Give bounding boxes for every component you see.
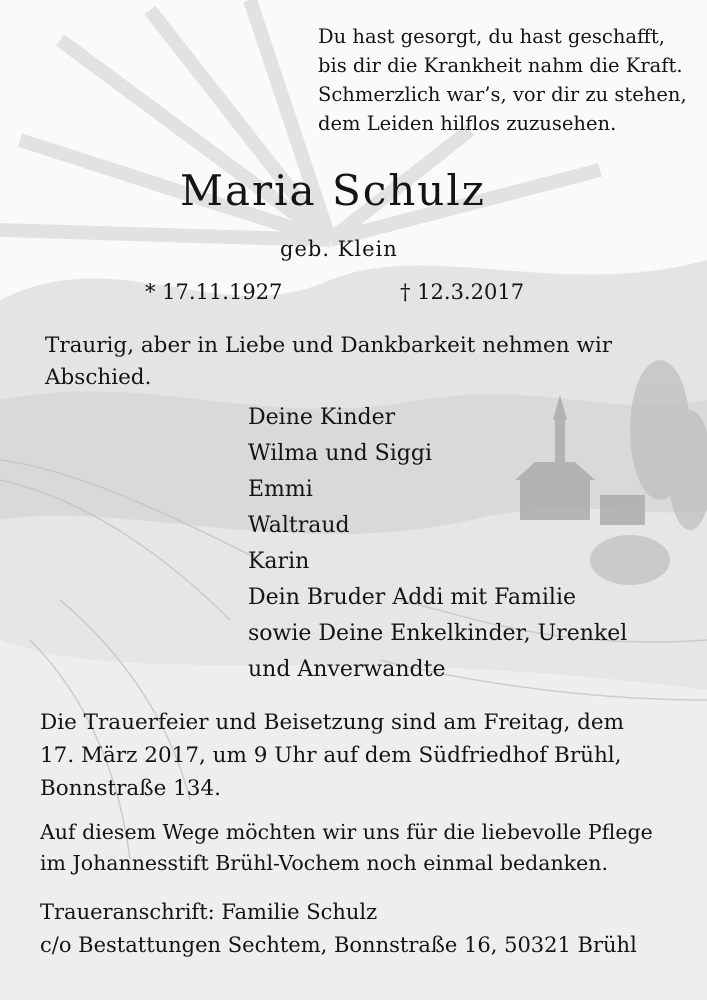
mourner-line: Dein Bruder Addi mit Familie xyxy=(248,585,577,610)
mourner-line: Deine Kinder xyxy=(248,405,396,430)
address-line: c/o Bestattungen Sechtem, Bonnstraße 16, 50321 Brühl xyxy=(40,933,637,957)
mourner-line: Emmi xyxy=(248,477,313,502)
poem-line: bis dir die Krankheit nahm die Kraft. xyxy=(318,54,683,77)
poem-line: Du hast gesorgt, du hast geschafft, xyxy=(318,25,665,48)
mourner-line: sowie Deine Enkelkinder, Urenkel xyxy=(248,621,628,646)
mourning-address xyxy=(40,896,637,962)
poem-line: dem Leiden hilflos zuzusehen. xyxy=(318,112,617,135)
death-date: † 12.3.2017 xyxy=(400,280,525,304)
service-line: Die Trauerfeier und Beisetzung sind am Freitag, dem xyxy=(40,710,625,735)
farewell-line: Traurig, aber in Liebe und Dankbarkeit nehmen wir xyxy=(45,333,612,358)
farewell-text xyxy=(45,330,612,394)
thanks-note xyxy=(40,817,653,879)
mourner-line: Karin xyxy=(248,549,310,574)
mourners-list xyxy=(248,400,627,688)
address-line: Traueranschrift: Familie Schulz xyxy=(40,900,378,924)
poem-line: Schmerzlich war’s, vor dir zu stehen, xyxy=(318,83,687,106)
mourner-line: Waltraud xyxy=(248,513,350,538)
deceased-name: Maria Schulz xyxy=(180,166,486,215)
birth-date: * 17.11.1927 xyxy=(145,280,283,304)
mourner-line: Wilma und Siggi xyxy=(248,441,432,466)
farewell-line: Abschied. xyxy=(45,365,152,390)
memorial-poem xyxy=(318,22,687,138)
funeral-service-info xyxy=(40,706,624,805)
thanks-line: Auf diesem Wege möchten wir uns für die liebevolle Pflege xyxy=(40,820,653,844)
service-line: Bonnstraße 134. xyxy=(40,776,221,801)
thanks-line: im Johannesstift Brühl-Vochem noch einmal bedanken. xyxy=(40,851,608,875)
mourner-line: und Anverwandte xyxy=(248,657,446,682)
maiden-name: geb. Klein xyxy=(280,237,398,261)
service-line: 17. März 2017, um 9 Uhr auf dem Südfriedhof Brühl, xyxy=(40,743,622,768)
